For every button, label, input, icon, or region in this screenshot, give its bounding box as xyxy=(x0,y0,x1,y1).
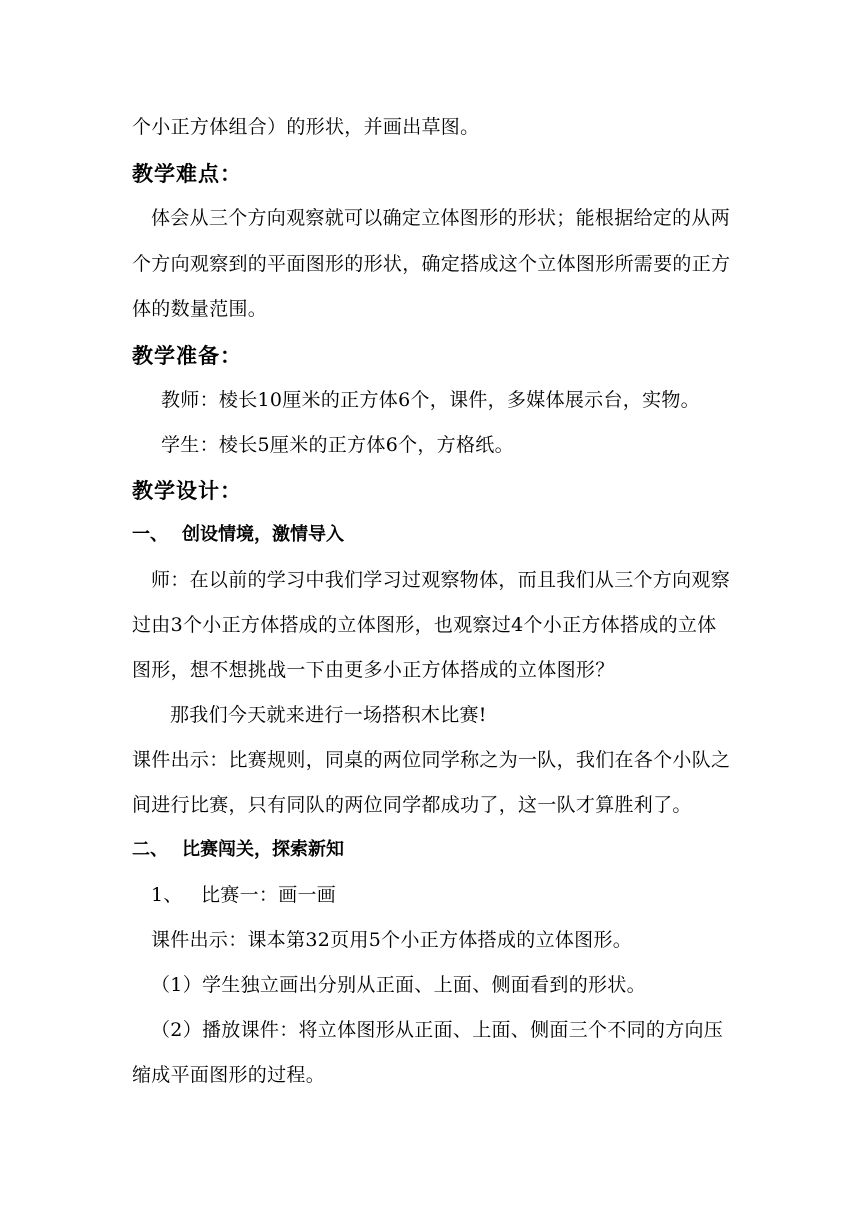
section-2-line-3: （2）播放课件：将立体图形从正面、上面、侧面三个不同的方向压 xyxy=(151,1019,724,1041)
difficulty-text-line-3: 体的数量范围。 xyxy=(132,298,268,320)
section-2-item-1-text: 比赛一：画一画 xyxy=(201,884,337,906)
difficulty-text-line-1: 体会从三个方向观察就可以确定立体图形的形状；能根据给定的从两 xyxy=(151,207,731,229)
section-1-number: 一、 xyxy=(132,524,168,545)
section-2-title: 比赛闯关，探索新知 xyxy=(182,839,344,860)
section-1-title: 创设情境，激情导入 xyxy=(182,524,344,545)
section-2-heading xyxy=(132,838,344,862)
section-2-line-2: （1）学生独立画出分别从正面、上面、侧面看到的形状。 xyxy=(151,974,646,996)
preparation-teacher-line: 教师：棱长10厘米的正方体6个，课件，多媒体展示台，实物。 xyxy=(161,389,700,411)
difficulty-text-line-2: 个方向观察到的平面图形的形状，确定搭成这个立体图形所需要的正方 xyxy=(132,253,731,275)
section-2-line-4: 缩成平面图形的过程。 xyxy=(132,1064,326,1086)
section-1-heading xyxy=(132,523,344,547)
difficulty-heading: 教学难点： xyxy=(132,162,242,186)
section-1-line-1: 师：在以前的学习中我们学习过观察物体，而且我们从三个方向观察 xyxy=(151,569,731,591)
section-2-line-1: 课件出示：课本第32页用5个小正方体搭成的立体图形。 xyxy=(151,929,633,951)
section-1-line-5: 课件出示：比赛规则，同桌的两位同学称之为一队，我们在各个小队之 xyxy=(132,749,731,771)
section-1-line-4: 那我们今天就来进行一场搭积木比赛! xyxy=(170,704,487,726)
section-2-item-1-number: 1、 xyxy=(151,884,183,906)
intro-line: 个小正方体组合）的形状，并画出草图。 xyxy=(132,116,480,138)
section-1-line-3: 图形，想不想挑战一下由更多小正方体搭成的立体图形？ xyxy=(132,659,615,681)
design-heading: 教学设计： xyxy=(132,479,242,503)
section-2-number: 二、 xyxy=(132,839,168,860)
section-2-item-1 xyxy=(151,883,336,907)
preparation-student-line: 学生：棱长5厘米的正方体6个，方格纸。 xyxy=(161,434,514,456)
preparation-heading: 教学准备： xyxy=(132,344,242,368)
section-1-line-6: 间进行比赛，只有同队的两位同学都成功了，这一队才算胜利了。 xyxy=(132,794,692,816)
section-1-line-2: 过由3个小正方体搭成的立体图形，也观察过4个小正方体搭成的立体 xyxy=(132,614,717,636)
